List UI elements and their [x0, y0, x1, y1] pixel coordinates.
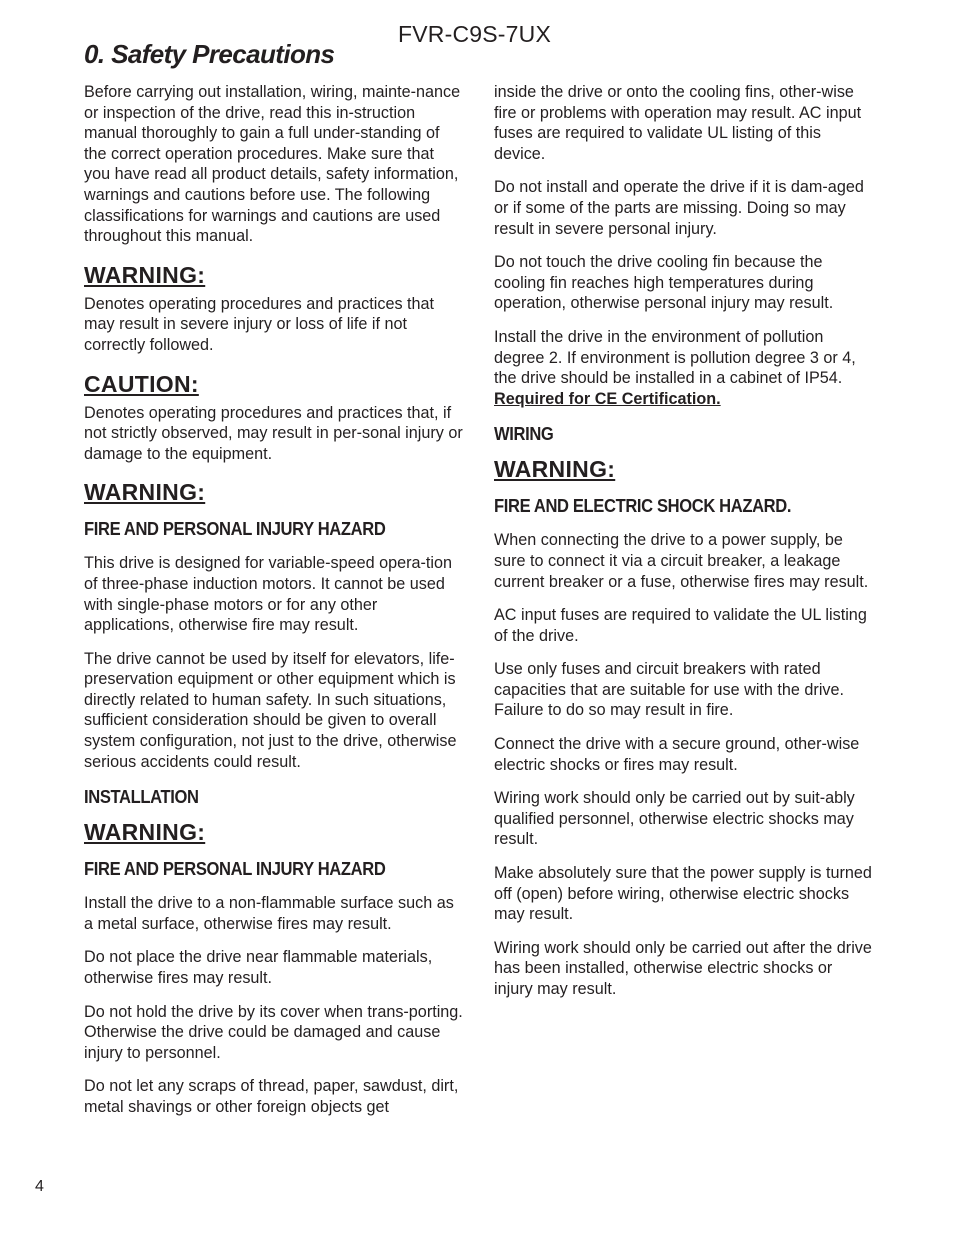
- body-paragraph: Wiring work should only be carried out by suit-ably qualified personnel, otherwise electric shocks may result.: [494, 789, 855, 849]
- left-column: [84, 82, 464, 1131]
- body-paragraph: inside the drive or onto the cooling fins, other-wise fire or problems with operation may result. AC input fuses are required to validate UL listing of this device.: [494, 83, 862, 163]
- body-paragraph: Wiring work should only be carried out after the drive has been installed, otherwise electric shocks or injury may result.: [494, 938, 872, 998]
- intro-paragraph: Before carrying out installation, wiring, mainte-nance or inspection of the drive, read this in-struction manual thoroughly to gain a full under-standing of the correct operation procedures. Make sure that you have read all product details, safety information, warnings and cautions before use. The following classifications for warnings and cautions are used throughout this manual.: [84, 83, 461, 246]
- section-heading-installation: INSTALLATION: [84, 787, 199, 808]
- warning-heading: WARNING:: [84, 819, 206, 846]
- page-title: 0. Safety Precautions: [84, 39, 335, 69]
- body-paragraph: Do not install and operate the drive if it is dam-aged or if some of the parts are missing. Doing so may result in severe personal injury.: [494, 178, 864, 238]
- body-paragraph: Do not let any scraps of thread, paper, sawdust, dirt, metal shavings or other foreign objects get: [84, 1077, 459, 1116]
- caution-definition: Denotes operating procedures and practices that, if not strictly observed, may result in per-sonal injury or damage to the equipment.: [84, 403, 463, 463]
- body-paragraph: When connecting the drive to a power supply, be sure to connect it via a circuit breaker, a leakage current breaker or a fuse, otherwise fires may result.: [494, 531, 869, 591]
- warning-heading: WARNING:: [84, 479, 206, 506]
- body-paragraph: Install the drive to a non-flammable surface such as a metal surface, otherwise fires may result.: [84, 894, 454, 933]
- body-paragraph: AC input fuses are required to validate the UL listing of the drive.: [494, 606, 867, 645]
- right-column: [494, 82, 874, 1013]
- body-paragraph: Make absolutely sure that the power supply is turned off (open) before wiring, otherwise electric shocks may result.: [494, 864, 872, 924]
- hazard-heading: FIRE AND PERSONAL INJURY HAZARD: [84, 859, 386, 880]
- warning-heading: WARNING:: [84, 261, 206, 288]
- body-paragraph: Do not hold the drive by its cover when trans-porting. Otherwise the drive could be damaged and cause injury to personnel.: [84, 1002, 463, 1062]
- body-paragraph: Connect the drive with a secure ground, other-wise electric shocks or fires may result.: [494, 735, 860, 774]
- caution-heading: CAUTION:: [84, 370, 199, 397]
- hazard-heading: FIRE AND ELECTRIC SHOCK HAZARD.: [494, 496, 792, 517]
- model-number: FVR-C9S-7UX: [398, 21, 552, 47]
- ce-certification-note: Required for CE Certification.: [494, 389, 721, 408]
- body-paragraph: This drive is designed for variable-speed opera-tion of three-phase induction motors. It cannot be used with single-phase motors or for any other applications, otherwise fire may result.: [84, 554, 453, 635]
- page-number: 4: [35, 1178, 44, 1195]
- environment-paragraph: [494, 327, 874, 409]
- body-paragraph: The drive cannot be used by itself for elevators, life-preservation equipment or other equipment which is directly related to human safety. In such situations, sufficient consideration should be given to overall system configuration, not just to the drive, otherwise serious accidents could result.: [84, 649, 457, 771]
- body-paragraph: Use only fuses and circuit breakers with rated capacities that are suitable for use with the drive. Failure to do so may result in fire.: [494, 660, 845, 720]
- body-paragraph: Do not touch the drive cooling fin because the cooling fin reaches high temperatures during operation, otherwise personal injury may result.: [494, 253, 834, 313]
- environment-text: Install the drive in the environment of pollution degree 2. If environment is pollution degree 3 or 4, the drive should be installed in a cabinet of IP54.: [494, 327, 856, 388]
- hazard-heading: FIRE AND PERSONAL INJURY HAZARD: [84, 519, 386, 540]
- warning-heading: WARNING:: [494, 456, 616, 483]
- section-heading-wiring: WIRING: [494, 424, 554, 445]
- body-paragraph: Do not place the drive near flammable materials, otherwise fires may result.: [84, 948, 433, 988]
- warning-definition: Denotes operating procedures and practices that may result in severe injury or loss of life if not correctly followed.: [84, 294, 435, 354]
